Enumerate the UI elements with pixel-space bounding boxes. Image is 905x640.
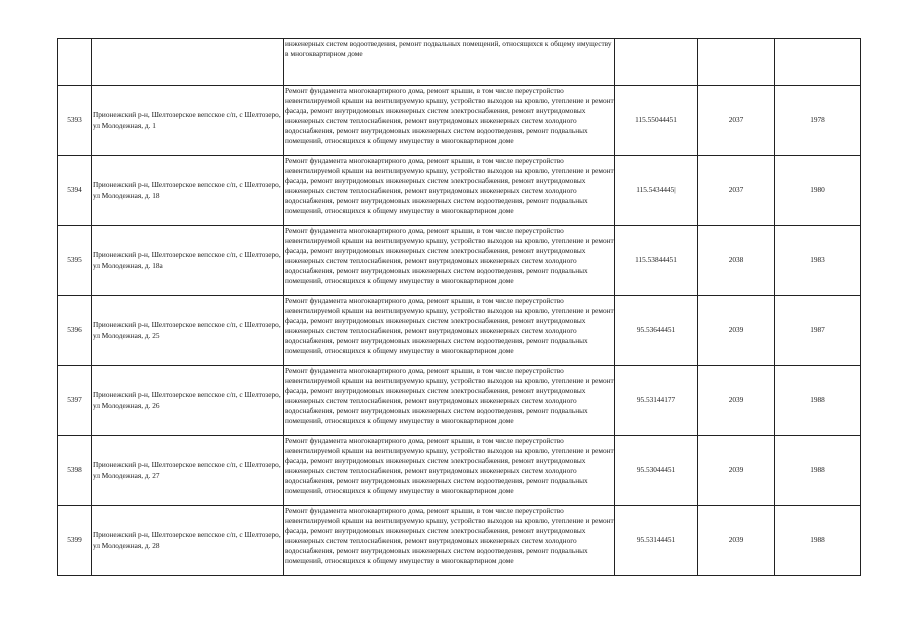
work-text: Ремонт фундамента многоквартирного дома, ремонт крыши, в том числе переустройство невентилируемой крыши на вентилируемую крышу, устройство выходов на кровлю, утепление и ремонт фасада, ремонт внутридомовых инженерных систем электроснабжения, ремонт внутридомовых инженерных систем теплоснабжения, ремонт внутридомовых инженерных систем холодного водоснабжения, ремонт внутридомовых инженерных систем водоотведения, ремонт подвальных помещений, относящихся к общему имуществу в многоквартирном доме [285, 156, 614, 216]
cell-work [284, 156, 615, 226]
work-text: Ремонт фундамента многоквартирного дома, ремонт крыши, в том числе переустройство невентилируемой крыши на вентилируемую крышу, устройство выходов на кровлю, утепление и ремонт фасада, ремонт внутридомовых инженерных систем электроснабжения, ремонт внутридомовых инженерных систем теплоснабжения, ремонт внутридомовых инженерных систем холодного водоснабжения, ремонт внутридомовых инженерных систем водоотведения, ремонт подвальных помещений, относящихся к общему имуществу в многоквартирном доме [285, 226, 614, 286]
cell-built: 1987 [775, 296, 861, 366]
cell-address: Прионежский р-н, Шелтозерское вепсское с/п, с Шелтозеро, ул Молодежная, д. 18а [92, 226, 284, 296]
cell-num: 5399 [58, 506, 92, 576]
cell-num [58, 39, 92, 86]
table-row [58, 156, 861, 226]
cell-built: 1980 [775, 156, 861, 226]
work-text: Ремонт фундамента многоквартирного дома, ремонт крыши, в том числе переустройство невентилируемой крыши на вентилируемую крышу, устройство выходов на кровлю, утепление и ремонт фасада, ремонт внутридомовых инженерных систем электроснабжения, ремонт внутридомовых инженерных систем теплоснабжения, ремонт внутридомовых инженерных систем холодного водоснабжения, ремонт внутридомовых инженерных систем водоотведения, ремонт подвальных помещений, относящихся к общему имуществу в многоквартирном доме [285, 506, 614, 566]
cell-address: Прионежский р-н, Шелтозерское вепсское с/п, с Шелтозеро, ул Молодежная, д. 1 [92, 86, 284, 156]
table-row [58, 366, 861, 436]
cell-year: 2037 [698, 156, 775, 226]
cell-cost: 95.53644451 [615, 296, 698, 366]
repair-schedule-table [57, 38, 861, 576]
cell-year: 2039 [698, 296, 775, 366]
cell-num: 5393 [58, 86, 92, 156]
cell-address: Прионежский р-н, Шелтозерское вепсское с/п, с Шелтозеро, ул Молодежная, д. 26 [92, 366, 284, 436]
cell-built: 1978 [775, 86, 861, 156]
cell-num: 5395 [58, 226, 92, 296]
cell-built: 1983 [775, 226, 861, 296]
table-row-continued [58, 39, 861, 86]
table-row [58, 226, 861, 296]
cell-work [284, 226, 615, 296]
cell-year: 2038 [698, 226, 775, 296]
cell-cost: 115.5434445| [615, 156, 698, 226]
cell-year: 2039 [698, 366, 775, 436]
table-row [58, 436, 861, 506]
cell-work [284, 296, 615, 366]
table-row [58, 86, 861, 156]
cell-year: 2037 [698, 86, 775, 156]
cell-cost: 95.53144451 [615, 506, 698, 576]
work-text: инженерных систем водоотведения, ремонт подвальных помещений, относящихся к общему имуществу в многоквартирном доме [285, 39, 612, 59]
cell-built: 1988 [775, 506, 861, 576]
cell-address: Прионежский р-н, Шелтозерское вепсское с/п, с Шелтозеро, ул Молодежная, д. 25 [92, 296, 284, 366]
cell-address [92, 39, 284, 86]
cell-address: Прионежский р-н, Шелтозерское вепсское с/п, с Шелтозеро, ул Молодежная, д. 18 [92, 156, 284, 226]
cell-address: Прионежский р-н, Шелтозерское вепсское с/п, с Шелтозеро, ул Молодежная, д. 27 [92, 436, 284, 506]
cell-work [284, 506, 615, 576]
cell-num: 5397 [58, 366, 92, 436]
cell-num: 5398 [58, 436, 92, 506]
cell-work [284, 39, 615, 86]
cell-num: 5394 [58, 156, 92, 226]
cell-built: 1988 [775, 366, 861, 436]
cell-year: 2039 [698, 506, 775, 576]
cell-num: 5396 [58, 296, 92, 366]
cell-built [775, 39, 861, 86]
cell-cost: 115.55044451 [615, 86, 698, 156]
cell-work [284, 366, 615, 436]
cell-year [698, 39, 775, 86]
table-row [58, 296, 861, 366]
work-text: Ремонт фундамента многоквартирного дома, ремонт крыши, в том числе переустройство невентилируемой крыши на вентилируемую крышу, устройство выходов на кровлю, утепление и ремонт фасада, ремонт внутридомовых инженерных систем электроснабжения, ремонт внутридомовых инженерных систем теплоснабжения, ремонт внутридомовых инженерных систем холодного водоснабжения, ремонт внутридомовых инженерных систем водоотведения, ремонт подвальных помещений, относящихся к общему имуществу в многоквартирном доме [285, 86, 614, 146]
table-body [58, 39, 861, 576]
cell-cost [615, 39, 698, 86]
cell-work [284, 436, 615, 506]
work-text: Ремонт фундамента многоквартирного дома, ремонт крыши, в том числе переустройство невентилируемой крыши на вентилируемую крышу, устройство выходов на кровлю, утепление и ремонт фасада, ремонт внутридомовых инженерных систем электроснабжения, ремонт внутридомовых инженерных систем теплоснабжения, ремонт внутридомовых инженерных систем холодного водоснабжения, ремонт внутридомовых инженерных систем водоотведения, ремонт подвальных помещений, относящихся к общему имуществу в многоквартирном доме [285, 436, 614, 496]
cell-cost: 95.53044451 [615, 436, 698, 506]
cell-cost: 115.53844451 [615, 226, 698, 296]
table-row [58, 506, 861, 576]
cell-year: 2039 [698, 436, 775, 506]
cell-cost: 95.53144177 [615, 366, 698, 436]
cell-work [284, 86, 615, 156]
cell-address: Прионежский р-н, Шелтозерское вепсское с/п, с Шелтозеро, ул Молодежная, д. 28 [92, 506, 284, 576]
work-text: Ремонт фундамента многоквартирного дома, ремонт крыши, в том числе переустройство невентилируемой крыши на вентилируемую крышу, устройство выходов на кровлю, утепление и ремонт фасада, ремонт внутридомовых инженерных систем электроснабжения, ремонт внутридомовых инженерных систем теплоснабжения, ремонт внутридомовых инженерных систем холодного водоснабжения, ремонт внутридомовых инженерных систем водоотведения, ремонт подвальных помещений, относящихся к общему имуществу в многоквартирном доме [285, 366, 614, 426]
work-text: Ремонт фундамента многоквартирного дома, ремонт крыши, в том числе переустройство невентилируемой крыши на вентилируемую крышу, устройство выходов на кровлю, утепление и ремонт фасада, ремонт внутридомовых инженерных систем электроснабжения, ремонт внутридомовых инженерных систем теплоснабжения, ремонт внутридомовых инженерных систем холодного водоснабжения, ремонт внутридомовых инженерных систем водоотведения, ремонт подвальных помещений, относящихся к общему имуществу в многоквартирном доме [285, 296, 614, 356]
cell-built: 1988 [775, 436, 861, 506]
